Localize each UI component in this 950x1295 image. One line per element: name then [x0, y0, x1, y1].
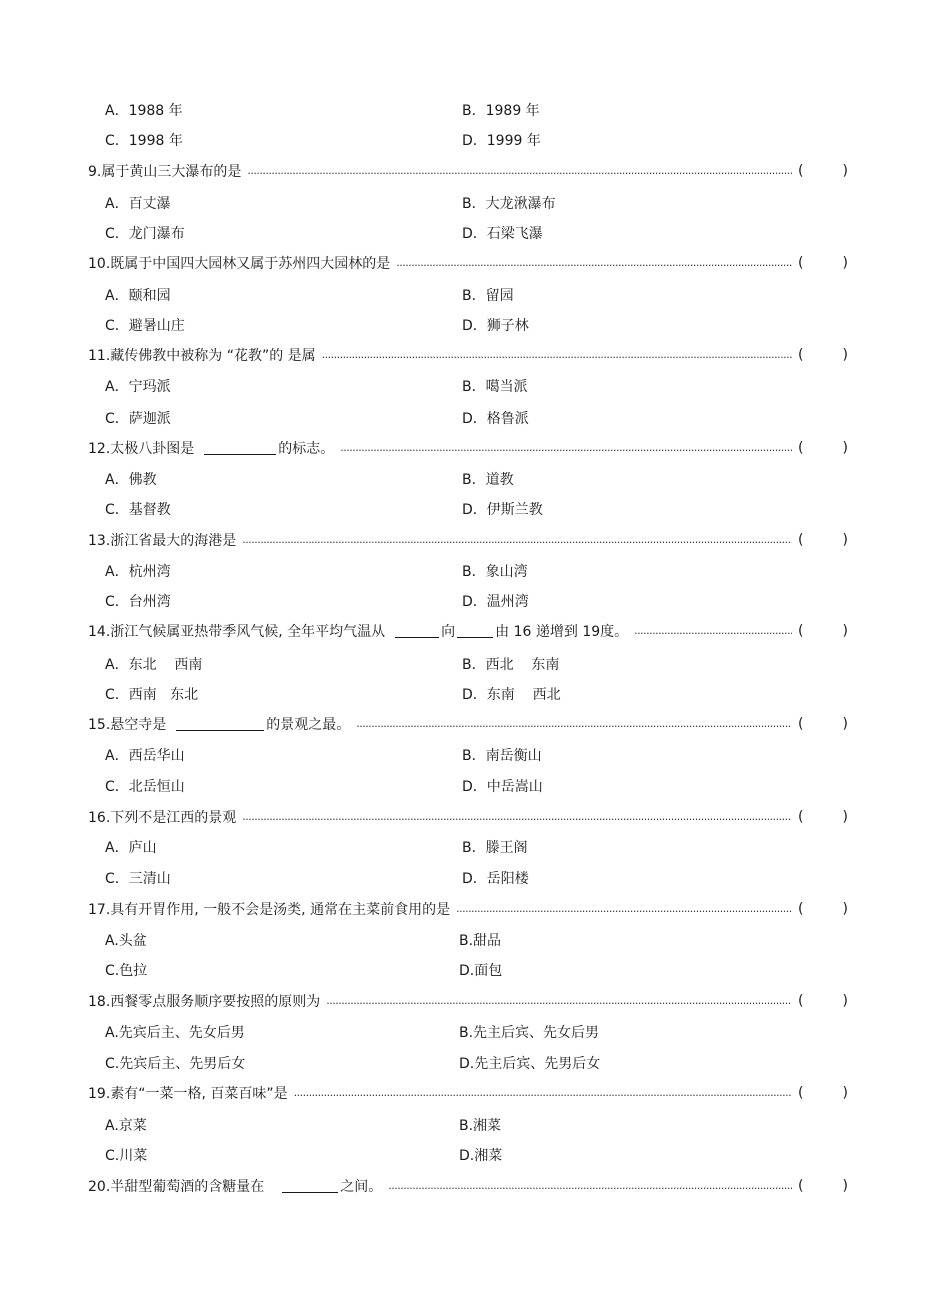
option-b: B．大龙湫瀑布	[462, 196, 556, 212]
question-stem: 19.素有“一菜一格, 百菜百味”是	[88, 1086, 288, 1102]
question-18	[88, 990, 848, 1012]
leader-dots	[388, 1175, 792, 1197]
fill-blank	[176, 716, 264, 731]
question-stem: 10.既属于中国四大园林又属于苏州四大园林的是	[88, 256, 391, 272]
question-stem: 14.浙江气候属亚热带季风气候, 全年平均气温从 向 由 16 递增到 19度。	[88, 624, 629, 640]
leader-dots	[294, 1082, 792, 1104]
leader-dots	[456, 898, 792, 920]
option-d: D.面包	[459, 963, 503, 979]
fill-blank	[457, 623, 493, 638]
answer-parens: ( )	[798, 993, 848, 1009]
option-d: D．东南 西北	[462, 687, 561, 703]
option-a: A.先宾后主、先女后男	[105, 1025, 245, 1041]
q8-option-c: C．1998 年	[105, 133, 183, 149]
option-d: D．狮子林	[462, 318, 529, 334]
option-a: A．西岳华山	[105, 748, 185, 764]
answer-parens: ( )	[798, 901, 848, 917]
question-stem: 17.具有开胃作用, 一般不会是汤类, 通常在主菜前食用的是	[88, 902, 451, 918]
option-c: C．西南 东北	[105, 687, 199, 703]
question-15	[88, 713, 848, 735]
leader-dots	[356, 713, 792, 735]
option-d: D．岳阳楼	[462, 871, 529, 887]
q8-option-d: D．1999 年	[462, 133, 541, 149]
q8-option-b: B．1989 年	[462, 103, 540, 119]
option-d: D．格鲁派	[462, 411, 529, 427]
question-12	[88, 437, 848, 459]
leader-dots	[326, 990, 792, 1012]
option-c: C．北岳恒山	[105, 779, 185, 795]
option-b: B．噶当派	[462, 379, 528, 395]
answer-parens: ( )	[798, 1178, 848, 1194]
option-a: A.头盆	[105, 933, 147, 949]
option-c: C.川菜	[105, 1148, 148, 1164]
option-c: C．台州湾	[105, 594, 171, 610]
option-b: B.先主后宾、先女后男	[459, 1025, 600, 1041]
option-b: B．滕王阁	[462, 840, 528, 856]
leader-dots	[634, 620, 792, 642]
question-9	[88, 160, 848, 182]
option-c: C.先宾后主、先男后女	[105, 1056, 246, 1072]
answer-parens: ( )	[798, 255, 848, 271]
option-c: C.色拉	[105, 963, 148, 979]
answer-parens: ( )	[798, 532, 848, 548]
fill-blank	[282, 1178, 338, 1193]
option-b: B．留园	[462, 288, 514, 304]
answer-parens: ( )	[798, 809, 848, 825]
option-b: B．象山湾	[462, 564, 528, 580]
option-a: A.京菜	[105, 1118, 147, 1134]
question-stem: 13.浙江省最大的海港是	[88, 533, 237, 549]
option-c: C．避暑山庄	[105, 318, 185, 334]
option-a: A．百丈瀑	[105, 196, 171, 212]
option-b: B.甜品	[459, 933, 502, 949]
option-b: B．南岳衡山	[462, 748, 542, 764]
answer-parens: ( )	[798, 1085, 848, 1101]
question-stem: 15.悬空寺是 的景观之最。	[88, 717, 351, 733]
option-d: D.先主后宾、先男后女	[459, 1056, 601, 1072]
option-a: A．颐和园	[105, 288, 171, 304]
leader-dots	[242, 806, 792, 828]
answer-parens: ( )	[798, 716, 848, 732]
question-11	[88, 344, 848, 366]
question-10	[88, 252, 848, 274]
leader-dots	[340, 437, 792, 459]
question-16	[88, 806, 848, 828]
fill-blank	[395, 623, 439, 638]
answer-parens: ( )	[798, 623, 848, 639]
leader-dots	[242, 529, 792, 551]
question-14	[88, 620, 848, 642]
leader-dots	[322, 344, 792, 366]
leader-dots	[247, 160, 792, 182]
option-d: D．中岳嵩山	[462, 779, 543, 795]
question-19	[88, 1082, 848, 1104]
option-b: B．道教	[462, 472, 514, 488]
option-d: D．石梁飞瀑	[462, 226, 543, 242]
fill-blank	[204, 440, 276, 455]
option-b: B.湘菜	[459, 1118, 502, 1134]
option-c: C．龙门瀑布	[105, 226, 185, 242]
leader-dots	[396, 252, 792, 274]
option-a: A．杭州湾	[105, 564, 171, 580]
question-stem: 18.西餐零点服务顺序要按照的原则为	[88, 994, 321, 1010]
option-a: A．东北 西南	[105, 657, 203, 673]
option-c: C．三清山	[105, 871, 171, 887]
option-d: D．伊斯兰教	[462, 502, 543, 518]
question-13	[88, 529, 848, 551]
option-a: A．宁玛派	[105, 379, 171, 395]
option-b: B．西北 东南	[462, 657, 560, 673]
option-a: A．庐山	[105, 840, 157, 856]
question-stem: 16.下列不是江西的景观	[88, 810, 237, 826]
question-20	[88, 1175, 848, 1197]
question-17	[88, 898, 848, 920]
question-stem: 11.藏传佛教中被称为 “花教”的 是属	[88, 348, 316, 364]
option-d: D．温州湾	[462, 594, 529, 610]
question-stem: 12.太极八卦图是 的标志。	[88, 441, 335, 457]
q8-option-a: A．1988 年	[105, 103, 183, 119]
option-c: C．基督教	[105, 502, 171, 518]
question-stem: 20.半甜型葡萄酒的含糖量在 之间。	[88, 1179, 383, 1195]
option-c: C．萨迦派	[105, 411, 171, 427]
answer-parens: ( )	[798, 440, 848, 456]
answer-parens: ( )	[798, 347, 848, 363]
option-a: A．佛教	[105, 472, 157, 488]
answer-parens: ( )	[798, 163, 848, 179]
option-d: D.湘菜	[459, 1148, 503, 1164]
question-stem: 9.属于黄山三大瀑布的是	[88, 164, 242, 180]
